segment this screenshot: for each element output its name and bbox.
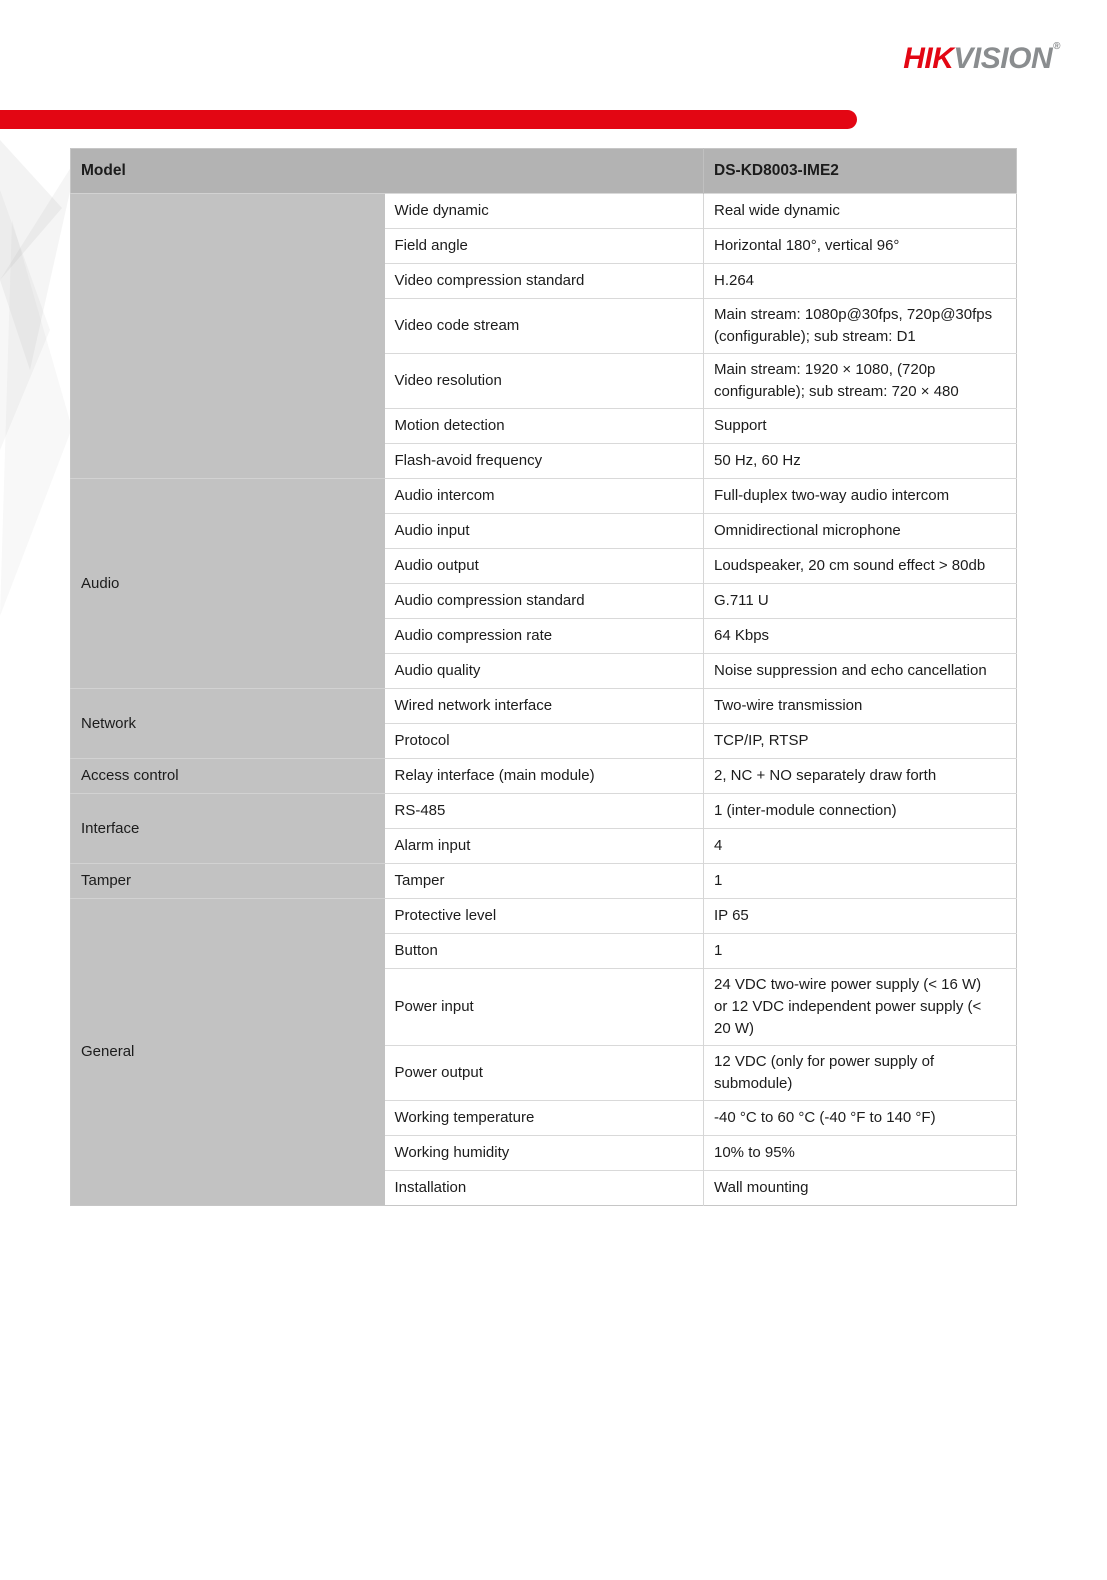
- spec-value: Two-wire transmission: [704, 689, 1017, 724]
- logo-hik-text: HIK: [903, 42, 954, 75]
- spec-name: Video resolution: [385, 354, 704, 409]
- spec-name: Protocol: [385, 724, 704, 759]
- category-cell-general: General: [71, 899, 385, 1206]
- table-row: [71, 864, 1017, 899]
- category-cell-tamper: Tamper: [71, 864, 385, 899]
- category-cell-access-control: Access control: [71, 759, 385, 794]
- spec-value: 1: [704, 864, 1017, 899]
- hikvision-logo: [903, 41, 1060, 75]
- table-row: [71, 689, 1017, 724]
- table-row: [71, 899, 1017, 934]
- spec-name: Protective level: [385, 899, 704, 934]
- spec-name: Relay interface (main module): [385, 759, 704, 794]
- spec-name: Installation: [385, 1171, 704, 1206]
- spec-value: 24 VDC two-wire power supply (< 16 W) or 12 VDC independent power supply (< 20 W): [704, 969, 1017, 1046]
- category-cell-audio: Audio: [71, 479, 385, 689]
- spec-name: Power output: [385, 1046, 704, 1101]
- spec-name: Motion detection: [385, 409, 704, 444]
- model-header-value: DS-KD8003-IME2: [704, 149, 1017, 194]
- spec-value: -40 °C to 60 °C (-40 °F to 140 °F): [704, 1101, 1017, 1136]
- spec-value: 2, NC + NO separately draw forth: [704, 759, 1017, 794]
- red-accent-bar: [0, 110, 857, 129]
- spec-value: TCP/IP, RTSP: [704, 724, 1017, 759]
- spec-value: Real wide dynamic: [704, 194, 1017, 229]
- model-header-label: Model: [71, 149, 704, 194]
- spec-value: Loudspeaker, 20 cm sound effect > 80db: [704, 549, 1017, 584]
- spec-value: Horizontal 180°, vertical 96°: [704, 229, 1017, 264]
- table-row: [71, 479, 1017, 514]
- table-row: [71, 759, 1017, 794]
- spec-name: Audio input: [385, 514, 704, 549]
- spec-value: Wall mounting: [704, 1171, 1017, 1206]
- spec-name: Power input: [385, 969, 704, 1046]
- spec-value: 50 Hz, 60 Hz: [704, 444, 1017, 479]
- spec-table: [70, 148, 1017, 1206]
- spec-value: 12 VDC (only for power supply of submodule): [704, 1046, 1017, 1101]
- category-cell-network: Network: [71, 689, 385, 759]
- spec-name: Audio quality: [385, 654, 704, 689]
- table-header-row: [71, 149, 1017, 194]
- spec-value: Support: [704, 409, 1017, 444]
- spec-name: Audio compression rate: [385, 619, 704, 654]
- spec-name: Wide dynamic: [385, 194, 704, 229]
- spec-name: Field angle: [385, 229, 704, 264]
- spec-value: IP 65: [704, 899, 1017, 934]
- spec-name: Audio compression standard: [385, 584, 704, 619]
- spec-name: Audio output: [385, 549, 704, 584]
- table-row: [71, 794, 1017, 829]
- spec-value: Full-duplex two-way audio intercom: [704, 479, 1017, 514]
- spec-value: Main stream: 1080p@30fps, 720p@30fps (configurable); sub stream: D1: [704, 299, 1017, 354]
- spec-name: Wired network interface: [385, 689, 704, 724]
- decor-polygon-pattern: [0, 128, 78, 628]
- category-cell-camera: [71, 194, 385, 479]
- spec-value: 4: [704, 829, 1017, 864]
- spec-name: RS-485: [385, 794, 704, 829]
- spec-name: Working temperature: [385, 1101, 704, 1136]
- spec-name: Alarm input: [385, 829, 704, 864]
- spec-value: Noise suppression and echo cancellation: [704, 654, 1017, 689]
- table-row: [71, 194, 1017, 229]
- spec-value: 1 (inter-module connection): [704, 794, 1017, 829]
- spec-name: Audio intercom: [385, 479, 704, 514]
- spec-value: 64 Kbps: [704, 619, 1017, 654]
- spec-value: G.711 U: [704, 584, 1017, 619]
- spec-value: 1: [704, 934, 1017, 969]
- spec-name: Button: [385, 934, 704, 969]
- spec-name: Flash-avoid frequency: [385, 444, 704, 479]
- spec-value: H.264: [704, 264, 1017, 299]
- spec-value: Main stream: 1920 × 1080, (720p configurable); sub stream: 720 × 480: [704, 354, 1017, 409]
- registered-trademark-mark: ®: [1053, 41, 1060, 52]
- spec-name: Video compression standard: [385, 264, 704, 299]
- spec-name: Working humidity: [385, 1136, 704, 1171]
- spec-name: Tamper: [385, 864, 704, 899]
- logo-vision-text: VISION: [953, 42, 1053, 75]
- category-cell-interface: Interface: [71, 794, 385, 864]
- spec-name: Video code stream: [385, 299, 704, 354]
- spec-value: 10% to 95%: [704, 1136, 1017, 1171]
- spec-value: Omnidirectional microphone: [704, 514, 1017, 549]
